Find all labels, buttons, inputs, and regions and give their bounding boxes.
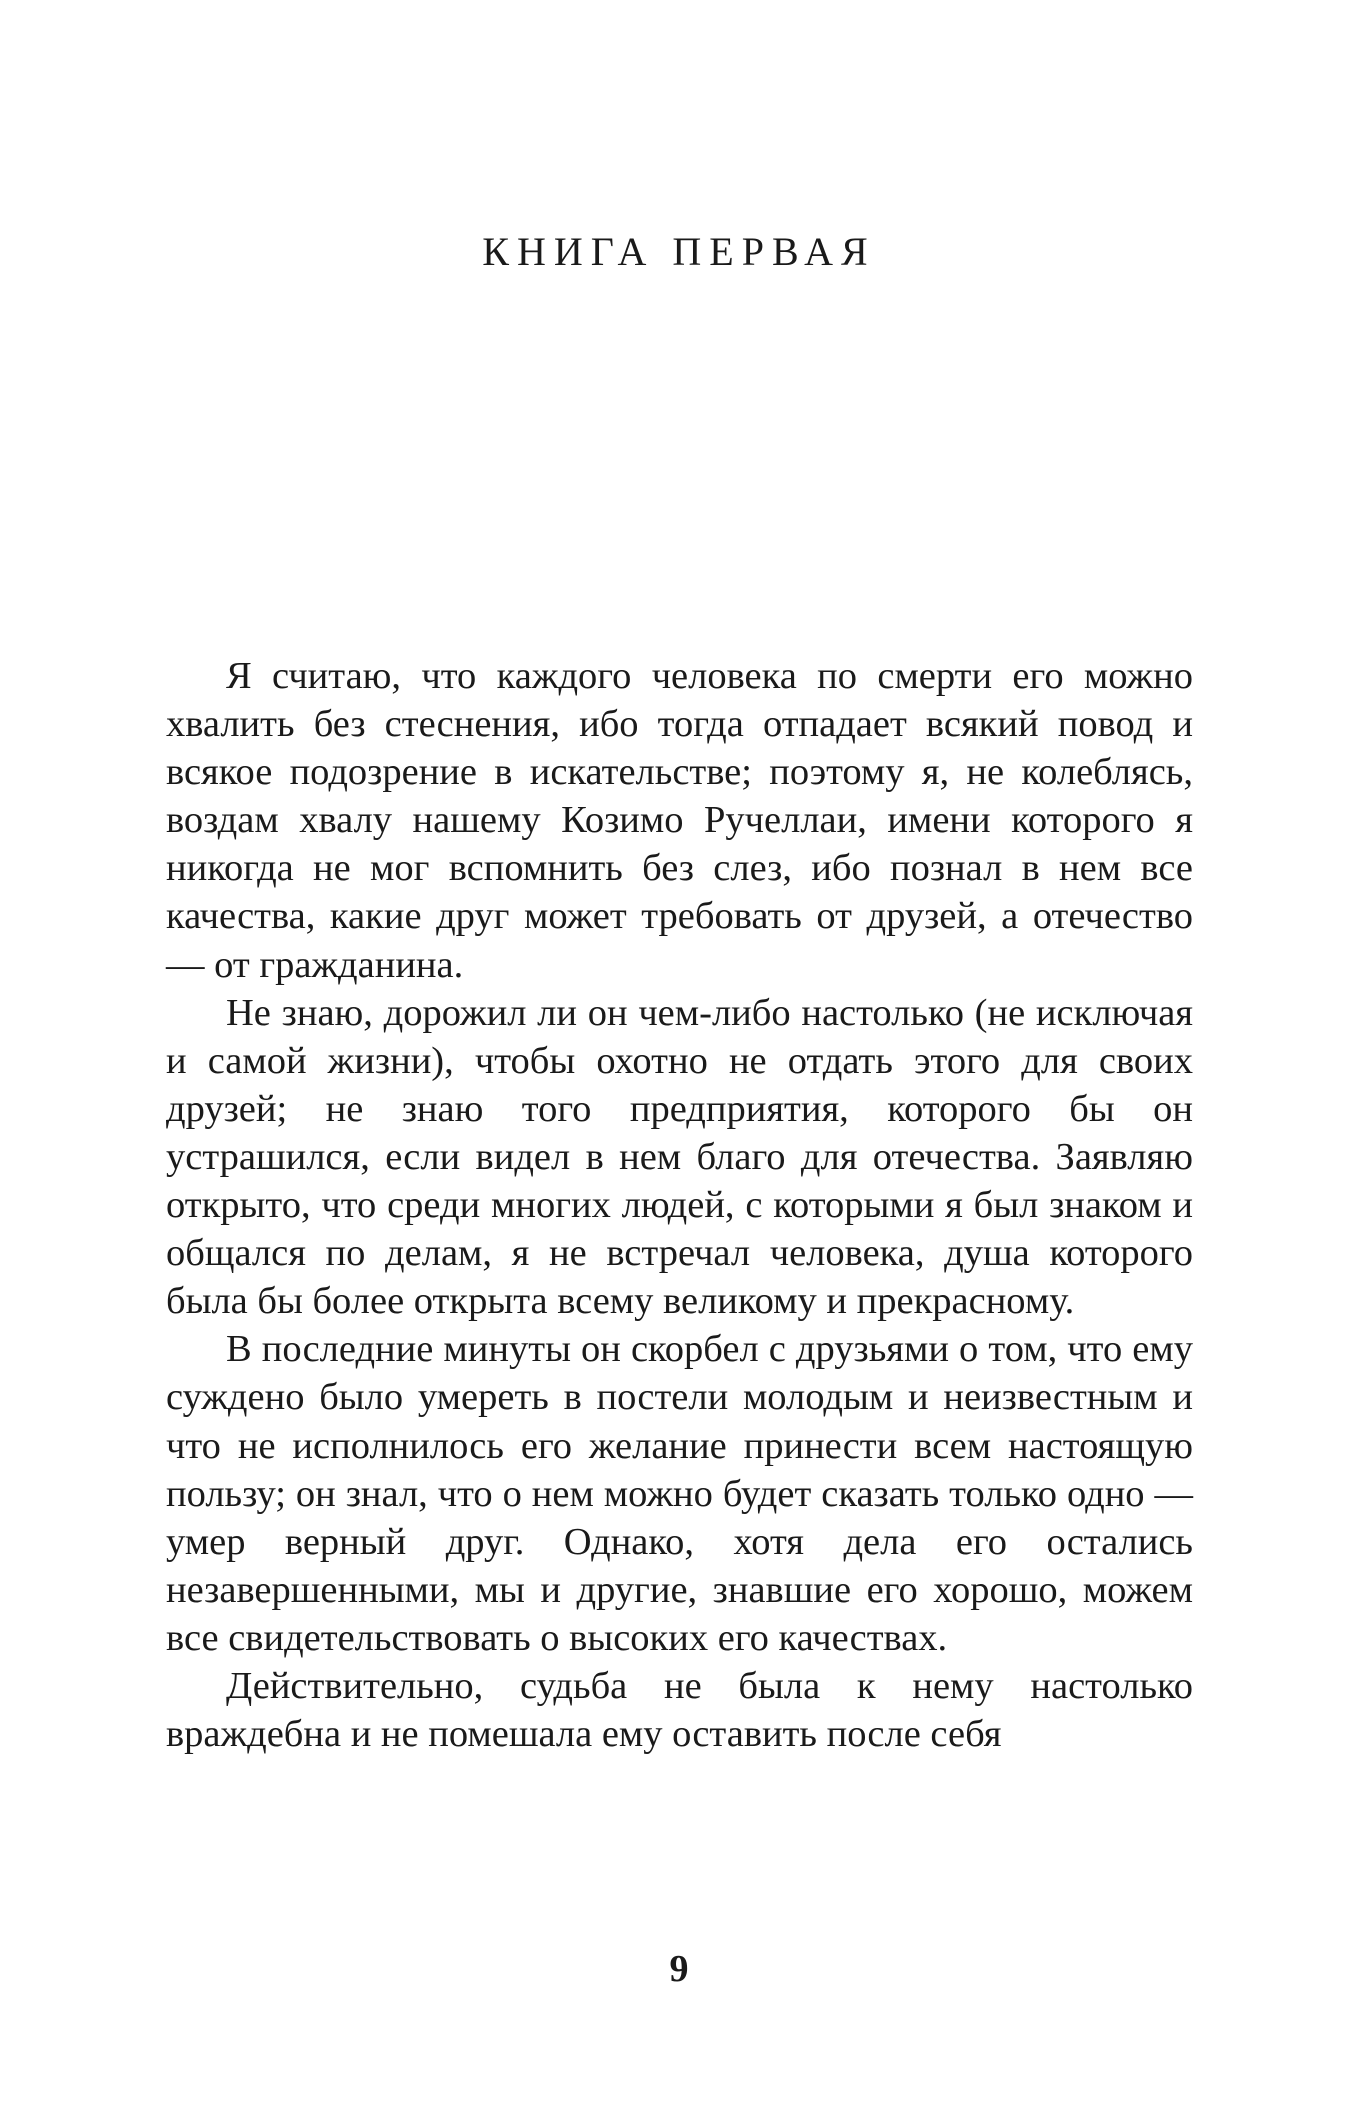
paragraph-3: В последние минуты он скорбел с друзьями о том, что ему суждено было умереть в постели молодым и неизвестным и что не исполнилось его желание принести всем настоящую пользу; он знал, что о нем можно будет сказать только одно — умер верный друг. Однако, хотя дела его остались незавершенными, мы и другие, знавшие его хорошо, можем все свидетельствовать о высоких его качествах.: [166, 1328, 1193, 1659]
page-number: 9: [669, 1948, 689, 1990]
paragraph-1: Я считаю, что каждого человека по смерти его можно хвалить без стеснения, ибо тогда отпадает всякий повод и всякое подозрение в искательстве; поэтому я, не колеблясь, воздам хвалу нашему Козимо Ручеллаи, имени которого я никогда не мог вспомнить без слез, ибо познал в нем все качества, какие друг может требовать от друзей, а отечество — от гражданина.: [166, 655, 1193, 986]
body-text: [166, 652, 1193, 1758]
paragraph-2: Не знаю, дорожил ли он чем-либо настолько (не исключая и самой жизни), чтобы охотно не отдать этого для своих друзей; не знаю того предприятия, которого бы он устрашился, если видел в нем благо для отечества. Заявляю открыто, что среди многих людей, с которыми я был знаком и общался по делам, я не встречал человека, душа которого была бы более открыта всему великому и прекрасному.: [166, 991, 1193, 1323]
section-title: КНИГА ПЕРВАЯ: [482, 229, 876, 274]
paragraph-4: Действительно, судьба не была к нему настолько враждебна и не помешала ему оставить после себя: [166, 1664, 1193, 1756]
